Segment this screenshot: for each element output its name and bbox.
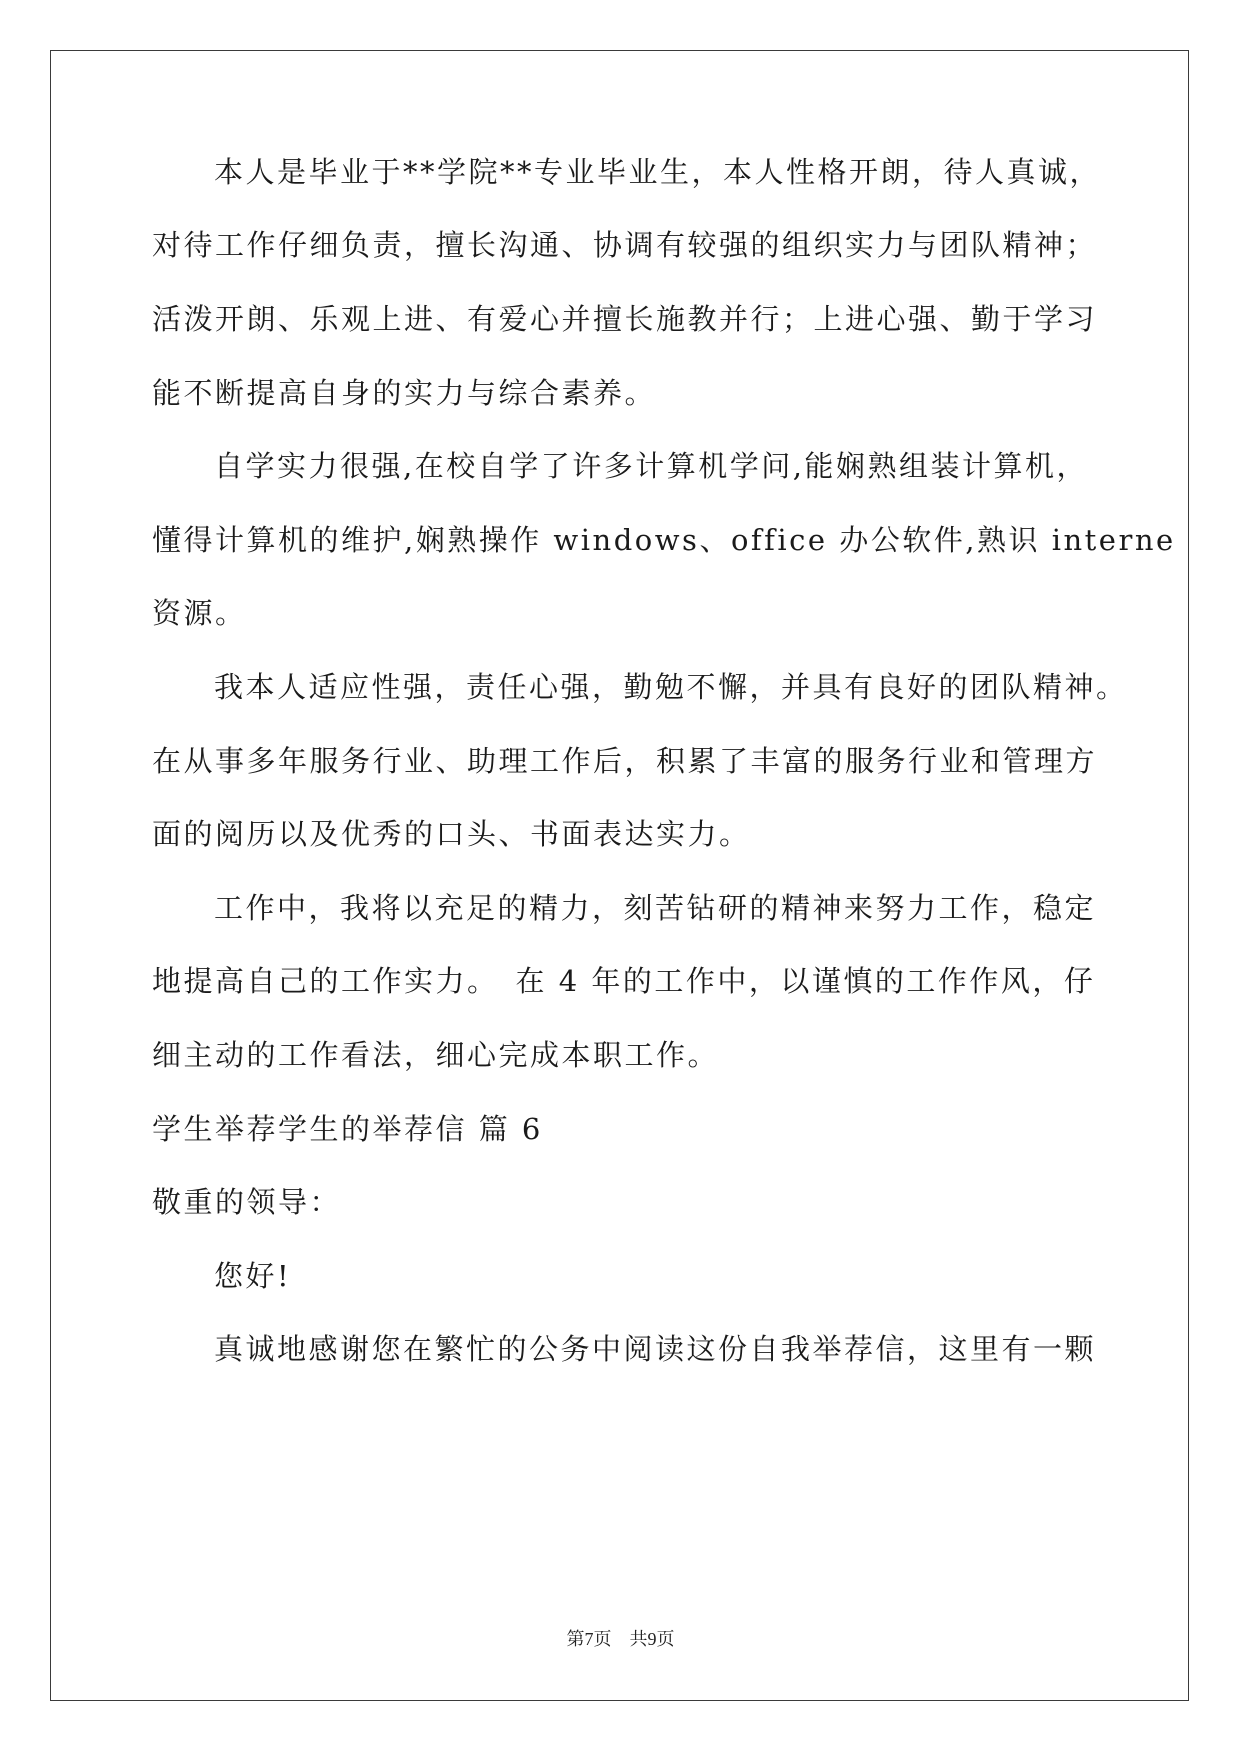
paragraph-line: 地提高自己的工作实力。 在 4 年的工作中，以谨慎的工作作风，仔 (152, 964, 1096, 998)
section-heading: 学生举荐学生的举荐信 篇 6 (152, 1112, 543, 1146)
paragraph-line: 细主动的工作看法，细心完成本职工作。 (152, 1038, 720, 1072)
paragraph-line: 工作中，我将以充足的精力，刻苦钻研的精神来努力工作，稳定 (214, 891, 1097, 925)
paragraph-line: 面的阅历以及优秀的口头、书面表达实力。 (152, 817, 751, 851)
paragraph-line: 对待工作仔细负责，擅长沟通、协调有较强的组织实力与团队精神； (152, 228, 1098, 262)
salutation: 敬重的领导： (152, 1185, 342, 1219)
paragraph-line: 资源。 (152, 596, 247, 630)
paragraph-line: 活泼开朗、乐观上进、有爱心并擅长施教并行；上进心强、勤于学习 (152, 302, 1098, 336)
paragraph-line: 自学实力很强,在校自学了许多计算机学问,能娴熟组装计算机， (214, 449, 1088, 483)
paragraph-line: 我本人适应性强，责任心强，勤勉不懈，并具有良好的团队精神。 (214, 670, 1128, 704)
paragraph-line: 真诚地感谢您在繁忙的公务中阅读这份自我举荐信，这里有一颗 (214, 1332, 1097, 1366)
page-number-footer: 第7页 共9页 (566, 1629, 675, 1649)
paragraph-line: 本人是毕业于**学院**专业毕业生，本人性格开朗，待人真诚， (214, 155, 1102, 189)
paragraph-line: 在从事多年服务行业、助理工作后，积累了丰富的服务行业和管理方 (152, 744, 1098, 778)
page-border (50, 50, 1189, 1701)
paragraph-line: 能不断提高自身的实力与综合素养。 (152, 376, 657, 410)
paragraph-line: 懂得计算机的维护,娴熟操作 windows、office 办公软件,熟识 interne (152, 523, 1176, 557)
greeting: 您好! (214, 1259, 292, 1293)
